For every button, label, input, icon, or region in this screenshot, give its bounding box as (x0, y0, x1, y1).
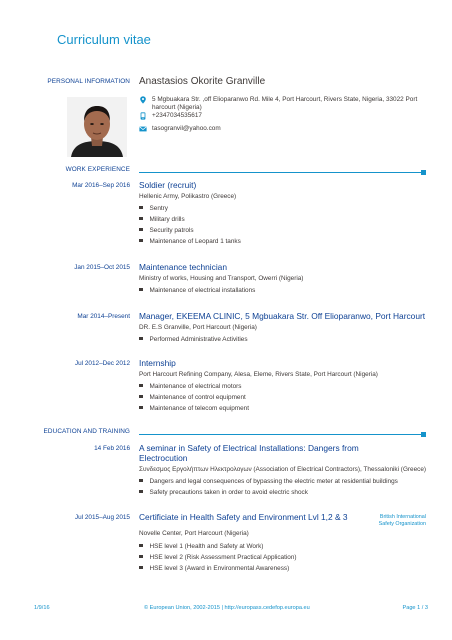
list-item: HSE level 3 (Award in Environmental Awareness) (139, 565, 289, 572)
list-item: Maintenance of telecom equipment (139, 405, 249, 412)
section-divider-end-work (421, 170, 426, 175)
phone-text: +2347034535617 (152, 112, 202, 119)
section-label-personal: PERSONAL INFORMATION (47, 78, 130, 85)
list-item: Security patrols (139, 227, 194, 234)
email-icon (139, 125, 147, 133)
entry-title: Internship (139, 358, 176, 368)
phone-icon (139, 112, 147, 120)
list-item: Maintenance of Leopard 1 tanks (139, 238, 241, 245)
entry-date: Jul 2012–Dec 2012 (74, 360, 130, 367)
entry-date: 14 Feb 2016 (94, 445, 130, 452)
list-item: HSE level 2 (Risk Assessment Practical Application) (139, 554, 297, 561)
list-item: Maintenance of electrical installations (139, 287, 255, 294)
profile-photo (67, 97, 127, 157)
list-item: Maintenance of electrical motors (139, 383, 242, 390)
entry-organization: Port Harcourt Refining Company, Alesa, Eleme, Rivers State, Port Harcourt (Nigeria) (139, 371, 378, 378)
location-icon (139, 96, 147, 104)
document-title: Curriculum vitae (57, 32, 151, 47)
section-divider-work (139, 172, 423, 173)
awarding-body: British International Safety Organization (378, 514, 426, 527)
footer-date: 1/9/16 (34, 605, 50, 611)
footer-copyright: © European Union, 2002-2015 | http://europass.cedefop.europa.eu (144, 605, 310, 611)
entry-title: Maintenance technician (139, 262, 227, 272)
list-item: Sentry (139, 205, 168, 212)
entry-date: Mar 2016–Sep 2016 (72, 182, 130, 189)
entry-date: Mar 2014–Present (77, 313, 130, 320)
entry-date: Jul 2015–Aug 2015 (74, 514, 130, 521)
section-label-work: WORK EXPERIENCE (65, 166, 130, 173)
list-item: Dangers and legal consequences of bypassing the electric meter at residential buildings (139, 478, 398, 485)
list-item: Military drills (139, 216, 185, 223)
entry-organization: Συνδεσμος Εργολήπτων Ηλεκτρολογων (Association of Electrical Contractors), Thessaloniki (Greece) (139, 466, 427, 473)
address-text: 5 Mgbuakara Str. ,off Elioparanwo Rd. Mile 4, Port Harcourt, Rivers State, Nigeria, 33022 Port harcourt (Nigeria) (152, 96, 418, 111)
list-item: Performed Administrative Activities (139, 336, 248, 343)
entry-organization: Novelle Center, Port Harcourt (Nigeria) (139, 530, 249, 537)
email-text: tasogranvil@yahoo.com (152, 125, 221, 132)
entry-title-continued: Electrocution (139, 453, 188, 463)
section-divider-education (139, 434, 423, 435)
entry-organization: DR. E.S Granville, Port Harcourt (Nigeria) (139, 324, 257, 331)
entry-title: Soldier (recruit) (139, 180, 197, 190)
section-label-education: EDUCATION AND TRAINING (43, 428, 130, 435)
entry-date: Jan 2015–Oct 2015 (74, 264, 130, 271)
list-item: Safety precautions taken in order to avoid electric shock (139, 489, 308, 496)
list-item: Maintenance of control equipment (139, 394, 246, 401)
entry-organization: Hellenic Army, Polikastro (Greece) (139, 193, 237, 200)
entry-title: A seminar in Safety of Electrical Installations: Dangers from (139, 443, 359, 453)
list-item: HSE level 1 (Health and Safety at Work) (139, 543, 263, 550)
entry-title: Certificiate in Health Safety and Environment Lvl 1,2 & 3 (139, 512, 348, 522)
footer-page-number: Page 1 / 3 (402, 605, 428, 611)
person-name: Anastasios Okorite Granville (139, 76, 266, 87)
entry-organization: Ministry of works, Housing and Transport, Owerri (Nigeria) (139, 275, 304, 282)
section-divider-end-education (421, 432, 426, 437)
entry-title: Manager, EKEEMA CLINIC, 5 Mgbuakara Str. Off Elioparanwo, Port Harcourt (139, 311, 426, 321)
